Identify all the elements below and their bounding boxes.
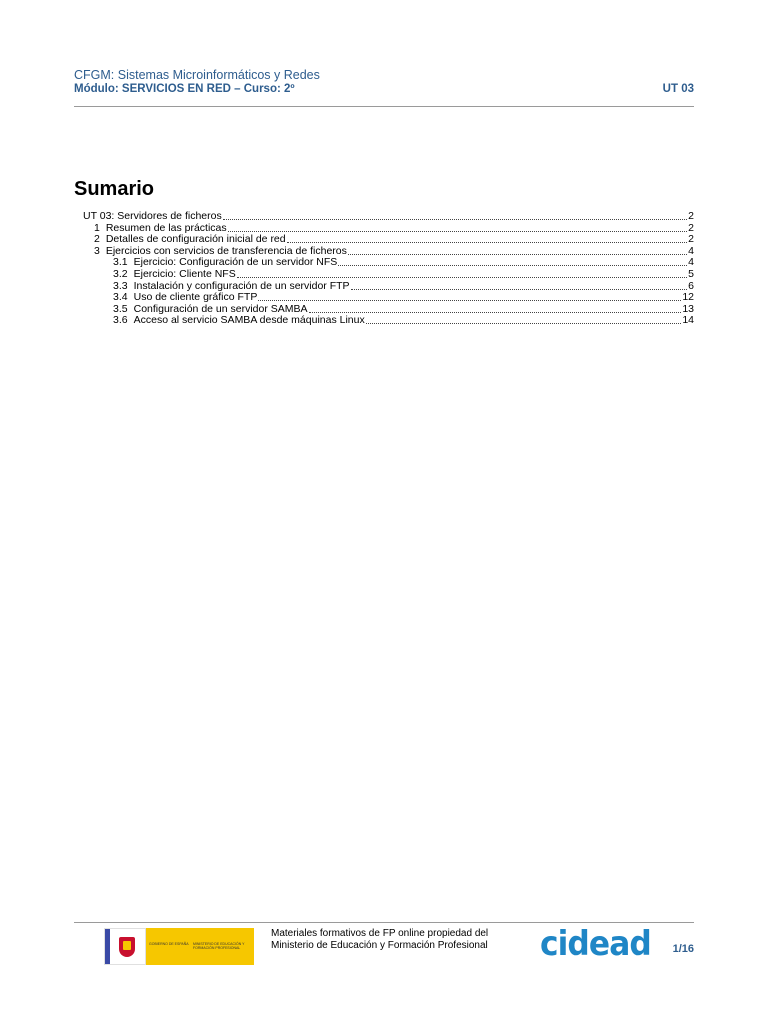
module-title: Módulo: SERVICIOS EN RED – Curso: 2º [74, 83, 295, 95]
toc-page: 5 [688, 267, 694, 280]
toc-label: Detalles de configuración inicial de red [105, 233, 286, 246]
toc-number: 1 [94, 221, 100, 234]
toc-label: Ejercicio: Configuración de un servidor NFS [133, 256, 338, 269]
toc-leader [237, 269, 687, 278]
toc-label: Ejercicios con servicios de transferencia de ficheros [105, 244, 347, 257]
toc-entry[interactable] [74, 292, 694, 304]
toc-leader [338, 257, 687, 266]
toc-label: Acceso al servicio SAMBA desde máquinas Linux [133, 314, 365, 327]
toc-label: UT 03: Servidores de ficheros [83, 210, 222, 222]
ministry-label: MINISTERIO DE EDUCACIÓN Y FORMACIÓN PROFESIONAL [190, 928, 254, 965]
unit-label: UT 03 [662, 83, 694, 95]
toc-number: 2 [94, 233, 100, 246]
footer-text-line: Materiales formativos de FP online propiedad del [271, 928, 489, 939]
toc-number: 3.6 [113, 314, 128, 327]
government-label: GOBIERNO DE ESPAÑA [146, 928, 190, 965]
summary-title: Sumario [74, 178, 155, 200]
toc-label: Ejercicio: Cliente NFS [133, 267, 236, 280]
toc-leader [223, 211, 687, 220]
toc-page: 12 [682, 291, 694, 304]
toc-number: 3.4 [113, 291, 128, 304]
toc-leader [348, 246, 687, 255]
toc-page: 2 [688, 233, 694, 246]
toc-number: 3.2 [113, 267, 128, 280]
toc-number: 3.5 [113, 302, 128, 315]
toc-entry[interactable] [74, 269, 694, 281]
toc-leader [309, 304, 682, 313]
footer-divider [74, 922, 694, 923]
spain-ministry-logo [104, 928, 254, 965]
toc-entry[interactable] [74, 211, 694, 223]
toc-leader [258, 292, 681, 301]
page-number: 1/16 [672, 943, 694, 955]
toc-page: 14 [682, 314, 694, 327]
toc-leader [287, 234, 688, 243]
footer-text-line: Ministerio de Educación y Formación Profesional [271, 940, 488, 951]
toc-page: 2 [688, 221, 694, 234]
toc-leader [351, 281, 688, 290]
toc-leader [366, 315, 682, 324]
course-title: CFGM: Sistemas Microinformáticos y Redes [74, 68, 320, 82]
toc-number: 3 [94, 244, 100, 257]
toc-label: Resumen de las prácticas [105, 221, 227, 234]
header-divider [74, 106, 694, 107]
toc-number: 3.3 [113, 279, 128, 292]
cidead-logo: cidead [540, 924, 651, 964]
toc-entry[interactable] [74, 315, 694, 327]
toc-page: 13 [682, 302, 694, 315]
toc-page: 2 [688, 210, 694, 222]
toc-page: 4 [688, 244, 694, 257]
footer-ownership-text [271, 928, 488, 952]
toc-leader [228, 223, 688, 232]
toc-number: 3.1 [113, 256, 128, 269]
toc-label: Configuración de un servidor SAMBA [133, 302, 308, 315]
coat-of-arms-icon [104, 928, 146, 965]
toc-page: 4 [688, 256, 694, 269]
toc-label: Uso de cliente gráfico FTP [133, 291, 258, 304]
table-of-contents [74, 211, 694, 327]
toc-label: Instalación y configuración de un servidor FTP [133, 279, 350, 292]
toc-page: 6 [688, 279, 694, 292]
